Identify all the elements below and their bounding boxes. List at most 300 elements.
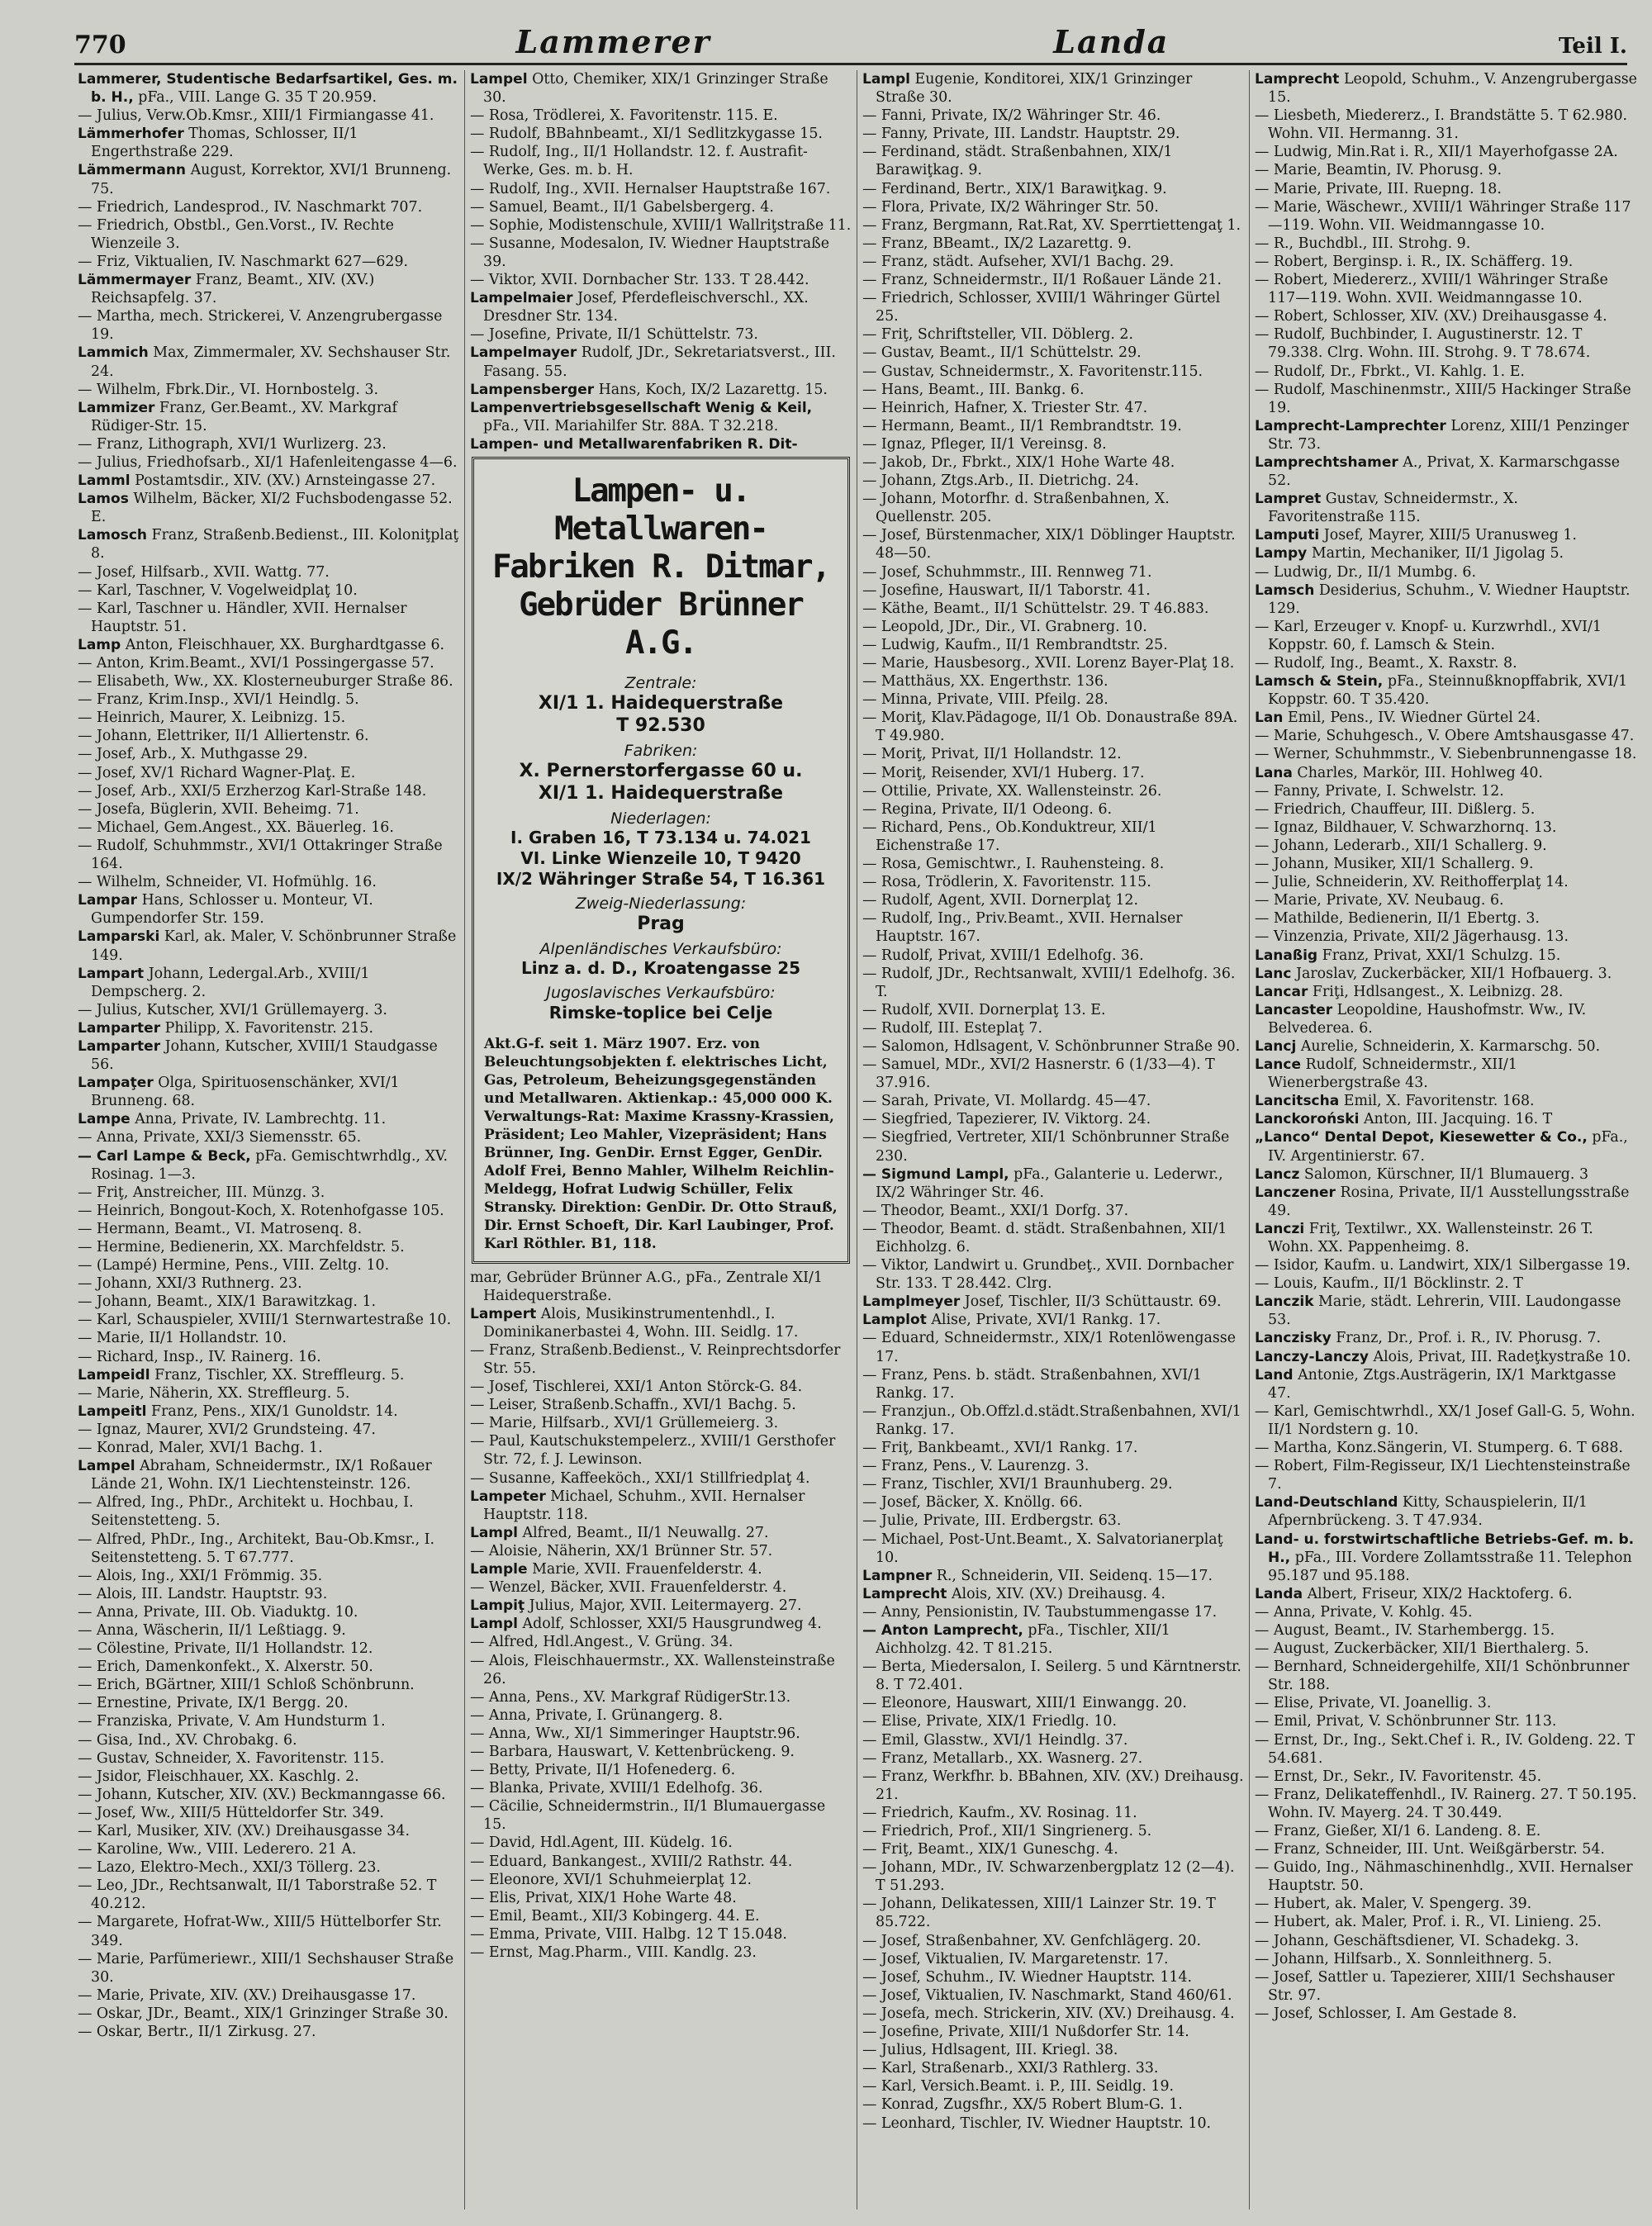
directory-entry xyxy=(1255,909,1637,928)
right-headword: Landa xyxy=(1053,23,1170,60)
directory-entry xyxy=(1255,1895,1637,1913)
directory-entry xyxy=(1255,1165,1637,1184)
ad-niederlage-3: IX/2 Währinger Straße 54, T 16.361 xyxy=(496,869,826,890)
entry-details: — Richard, Insp., IV. Rainerg. 16. xyxy=(78,1348,321,1365)
entry-details: — Gisa, Ind., XV. Chrobakg. 6. xyxy=(78,1731,297,1749)
directory-entry xyxy=(78,1804,459,1822)
directory-entry xyxy=(862,1475,1244,1493)
entry-details: — Friedrich, Obstbl., Gen.Vorst., IV. Rechte Wienzeile 3. xyxy=(78,216,394,252)
directory-entry xyxy=(862,1603,1244,1621)
directory-entry xyxy=(78,472,459,490)
entry-details: — Oskar, Bertr., II/1 Zirkusg. 27. xyxy=(78,2024,316,2041)
entry-details: — Robert, Film-Regisseur, IX/1 Liechtensteinstraße 7. xyxy=(1255,1458,1631,1493)
directory-entry xyxy=(78,2023,459,2041)
directory-entry xyxy=(862,1531,1244,1567)
entry-details: — Ludwig, Dr., II/1 Mumbg. 6. xyxy=(1255,563,1476,581)
entry-name: Lampel xyxy=(470,71,528,88)
entry-details: — Erich, Damenkonfekt., X. Alxerstr. 50. xyxy=(78,1659,373,1676)
entry-name: Lancz xyxy=(1255,1165,1300,1183)
entry-details: — Robert, Miedererz., XVIII/1 Währinger Straße 117—119. Wohn. XVII. Weidmanngasse 10. xyxy=(1255,272,1608,307)
directory-entry xyxy=(1255,1001,1637,1037)
entry-name: Lampensberger xyxy=(470,381,595,398)
directory-entry xyxy=(1255,1913,1637,1931)
directory-entry xyxy=(470,1378,852,1396)
directory-entry xyxy=(78,253,459,271)
entry-details: Anton, III. Jacquing. 16. T xyxy=(1363,1111,1553,1128)
directory-entry xyxy=(1255,782,1637,800)
entry-name: Lampl xyxy=(470,1616,519,1633)
entry-details: — Emma, Private, VIII. Halbg. 12 T 15.048. xyxy=(470,1925,787,1943)
directory-entry xyxy=(1255,271,1637,307)
directory-entry xyxy=(78,782,459,800)
directory-entry xyxy=(470,1853,852,1871)
entry-details: Franz, Tischler, XX. Streffleurg. 5. xyxy=(154,1366,405,1384)
directory-entry xyxy=(78,581,459,600)
entry-details: Wilhelm, Bäcker, XI/2 Fuchsbodengasse 52. E. xyxy=(91,491,453,526)
directory-entry xyxy=(78,1822,459,1840)
entry-details: — Karoline, Ww., VIII. Lederero. 21 A. xyxy=(78,1841,357,1858)
entry-details: — Johann, XXI/3 Ruthnerg. 23. xyxy=(78,1275,302,1293)
directory-entry xyxy=(78,435,459,453)
entry-details: — Julie, Private, III. Erdbergstr. 63. xyxy=(862,1512,1122,1530)
directory-entry xyxy=(1255,764,1637,782)
directory-entry xyxy=(78,70,459,107)
entry-details: Rosina, Private, II/1 Ausstellungsstraße 49. xyxy=(1268,1184,1630,1219)
entry-name: Lamparski xyxy=(78,928,160,946)
entry-details: — Berta, Miedersalon, I. Seilerg. 5 und Kärntnerstr. 8. T 72.401. xyxy=(862,1659,1241,1694)
entry-details: — Josef, Viktualien, IV. Margaretenstr. 17. xyxy=(862,1950,1169,1967)
directory-entry xyxy=(862,600,1244,618)
directory-entry xyxy=(1255,490,1637,526)
entry-details: — Josef, Schuhmmstr., III. Rennweg 71. xyxy=(862,563,1152,581)
entry-details: — Karl, Erzeuger v. Knopf- u. Kurzwrhdl., XVI/1 Koppstr. 60, f. Lamsch & Stein. xyxy=(1255,618,1602,653)
entry-details: — Hermine, Bedienerin, XX. Marchfeldstr. 5. xyxy=(78,1239,405,1255)
entry-details: — Rosa, Trödlerin, X. Favoritenstr. 115. xyxy=(862,874,1151,891)
entry-details: — Susanne, Kaffeeköch., XXI/1 Stillfriedplaţ 4. xyxy=(470,1469,810,1487)
directory-entry xyxy=(78,399,459,435)
entry-name: Lan xyxy=(1255,710,1284,727)
directory-entry xyxy=(1255,1840,1637,1858)
directory-entry xyxy=(1255,1768,1637,1786)
directory-entry xyxy=(78,1531,459,1567)
directory-entry xyxy=(862,198,1244,216)
entry-details: — Marie, Private, III. Ruepng. 18. xyxy=(1255,180,1502,197)
entry-details: — Ignaz, Bildhauer, V. Schwarzhornq. 13. xyxy=(1255,819,1557,836)
directory-entry xyxy=(78,107,459,125)
directory-entry xyxy=(1255,1658,1637,1694)
entry-details: — Louis, Kaufm., II/1 Böcklinstr. 2. T xyxy=(1255,1275,1523,1293)
directory-entry xyxy=(1255,727,1637,745)
entry-details: — Flora, Private, IX/2 Währinger Str. 50. xyxy=(862,198,1159,216)
directory-entry xyxy=(1255,544,1637,562)
directory-entry xyxy=(1255,381,1637,417)
entry-details: — Fanni, Private, IX/2 Währinger Str. 46. xyxy=(862,107,1161,125)
directory-entry xyxy=(470,1907,852,1925)
directory-entry xyxy=(1255,855,1637,873)
directory-entry xyxy=(78,600,459,636)
entry-details: — Wilhelm, Schneider, VI. Hofmühlg. 16. xyxy=(78,874,377,891)
directory-entry xyxy=(78,1913,459,1949)
entry-details: — Susanne, Modesalon, IV. Wiedner Hauptstraße 39. xyxy=(470,235,830,270)
directory-entry xyxy=(1255,1786,1637,1822)
entry-name: Lamplot xyxy=(862,1312,927,1329)
directory-entry xyxy=(78,1603,459,1621)
entry-name: Lampiţ xyxy=(470,1597,525,1615)
entry-details: — Josef, Schuhm., IV. Wiedner Hauptstr. 114. xyxy=(862,1968,1193,1986)
directory-entry xyxy=(862,1658,1244,1694)
directory-entry xyxy=(1255,1968,1637,2005)
entry-name: Lampret xyxy=(1255,491,1322,508)
entry-details: Alise, Private, XVI/1 Rankg. 17. xyxy=(931,1312,1161,1329)
directory-entry xyxy=(78,1403,459,1421)
directory-entry xyxy=(1255,161,1637,179)
directory-entry xyxy=(862,1749,1244,1768)
entry-details: Julius, Major, XVII. Leitermayerg. 27. xyxy=(529,1597,802,1615)
entry-details: — Eduard, Schneidermstr., XIX/1 Rotenlöwengasse 17. xyxy=(862,1330,1237,1365)
entry-details: — Ernst, Dr., Ing., Sekt.Chef i. R., IV. Goldeng. 22. T 54.681. xyxy=(1255,1731,1635,1767)
entry-details: — Bernhard, Schneidergehilfe, XII/1 Schönbrunner Str. 188. xyxy=(1255,1659,1630,1694)
directory-entry xyxy=(1255,235,1637,253)
advertisement-box xyxy=(472,457,850,1264)
directory-entry xyxy=(470,1432,852,1469)
directory-entry xyxy=(1255,1822,1637,1840)
entry-details: — Rudolf, Ing., II/1 Hollandstr. 12. f. Austrafit-Werke, Ges. m. b. H. xyxy=(470,144,808,179)
entry-details: Friţ, Textilwr., XX. Wallensteinstr. 26 T. Wohn. XX. Pappenheimg. 8. xyxy=(1268,1220,1593,1255)
directory-entry xyxy=(470,1633,852,1651)
entry-details: Max, Zimmermaler, XV. Sechshauser Str. 24. xyxy=(91,344,451,380)
entry-details: — Marie, Wäschewr., XVIII/1 Währinger Straße 117—119. Wohn. VII. Weidmanngasse 10. xyxy=(1255,198,1631,234)
directory-entry xyxy=(1255,1457,1637,1493)
ad-niederlage-2: VI. Linke Wienzeile 10, T 9420 xyxy=(520,848,801,869)
directory-entry xyxy=(78,1712,459,1730)
entry-details: Eugenie, Konditorei, XIX/1 Grinzinger Straße 30. xyxy=(876,71,1193,107)
entry-name: Lamparter xyxy=(78,1019,161,1037)
directory-entry xyxy=(78,1037,459,1074)
directory-entry xyxy=(78,381,459,399)
ad-label-fabriken: Fabriken: xyxy=(624,742,698,761)
entry-details: — Franziska, Private, V. Am Hundsturm 1. xyxy=(78,1713,386,1730)
directory-entry xyxy=(78,1220,459,1238)
entry-details: — Jsidor, Fleischhauer, XX. Kaschlg. 2. xyxy=(78,1768,359,1785)
entry-details: — Johann, Kutscher, XIV. (XV.) Beckmanngasse 66. xyxy=(78,1786,446,1803)
entry-details: — Leo, JDr., Rechtsanwalt, II/1 Taborstraße 52. T 40.212. xyxy=(78,1877,437,1913)
entry-details: — Franz, Werkfhr. b. BBahnen, XIV. (XV.) Dreihausg. 21. xyxy=(862,1768,1244,1803)
ad-headline: Lampen- u. Metallwaren-Fabriken R. Ditmar, Gebrüder Brünner A.G. xyxy=(491,472,830,662)
entry-details: — Josef, Arb., XXI/5 Erzherzog Karl-Straße 148. xyxy=(78,782,427,800)
directory-entry xyxy=(862,1986,1244,2005)
entry-details: Jaroslav, Zuckerbäcker, XII/1 Hofbauerg. 3. xyxy=(1296,965,1612,982)
entry-details: — Wilhelm, Fbrk.Dir., VI. Hornbostelg. 3. xyxy=(78,381,379,398)
directory-entry xyxy=(470,1615,852,1633)
entry-name: Lampeter xyxy=(470,1488,546,1505)
entry-details: — Betty, Private, II/1 Hofenederg. 6. xyxy=(470,1762,736,1779)
entry-details: — Josef, Viktualien, IV. Naschmarkt, Stand 460/61. xyxy=(862,1986,1232,2004)
entry-name: — Carl Lampe & Beck, xyxy=(78,1147,251,1165)
directory-entry xyxy=(78,1348,459,1366)
entry-details: — Erich, BGärtner, XIII/1 Schloß Schönbrunn. xyxy=(78,1677,415,1694)
directory-entry xyxy=(1255,1712,1637,1730)
directory-entry xyxy=(78,800,459,819)
entry-details: — Salomon, Hdlsagent, V. Schönbrunner Straße 90. xyxy=(862,1037,1241,1055)
directory-entry xyxy=(78,873,459,891)
directory-entry xyxy=(1255,1439,1637,1457)
entry-name: Lamosch xyxy=(78,527,147,544)
directory-entry xyxy=(862,891,1244,909)
directory-columns xyxy=(74,70,1637,2209)
entry-details: — Josef, Arb., X. Muthgasse 29. xyxy=(78,746,308,763)
entry-details: — Marie, Parfümeriewr., XIII/1 Sechshauser Straße 30. xyxy=(78,1950,454,1986)
directory-entry xyxy=(78,764,459,782)
directory-entry xyxy=(78,1384,459,1403)
entry-details: Postamtsdir., XIV. (XV.) Arnsteingasse 27. xyxy=(135,472,436,490)
ad-company-description: Akt.G-f. seit 1. März 1907. Erz. von Beleuchtungsobjekten f. elektrisches Licht, Gas, Petroleum, Beheizungsgegenständen und Metallwaren. Aktienkap.: 45,000 000 K. Verwaltungs-Rat: Maxime Krassny-Krassien, Präsident; Leo Mahler, Vizepräsident; Hans Brünner, Ing. GenDir. Ernst Egger, GenDir. Adolf Frei, Benno Mahler, Wilhelm Reichlin-Meldegg, Hofrat Ludwig Schüller, Felix Stransky. Direktion: GenDir. Dr. Otto Strauß, Dir. Ernst Schoeft, Dir. Karl Laubinger, Prof. Karl Röthler. B1, 118. xyxy=(484,1035,838,1252)
directory-entry xyxy=(78,672,459,691)
directory-entry xyxy=(78,1274,459,1293)
directory-entry xyxy=(470,1652,852,1688)
directory-entry xyxy=(862,1165,1244,1202)
directory-entry xyxy=(862,344,1244,362)
entry-details: — Johann, Delikatessen, XIII/1 Lainzer Str. 19. T 85.722. xyxy=(862,1896,1216,1931)
entry-details: Adolf, Schlosser, XXI/5 Hausgrundweg 4. xyxy=(522,1616,822,1633)
entry-details: — Mathilde, Bedienerin, II/1 Ebertg. 3. xyxy=(1255,910,1540,928)
directory-entry xyxy=(78,1147,459,1184)
entry-name: Lämmermann xyxy=(78,162,187,179)
entry-name: Lamparter xyxy=(78,1037,161,1055)
directory-entry xyxy=(470,1761,852,1779)
entry-details: — Friţ, Schriftsteller, VII. Döblerg. 2. xyxy=(862,326,1133,344)
entry-details: — Jakob, Dr., Fbrkt., XIX/1 Hohe Warte 48. xyxy=(862,453,1175,471)
page-number: 770 xyxy=(74,31,126,59)
entry-name: Landa xyxy=(1255,1585,1303,1602)
entry-name: Lammerer, Studentische Bedarfsartikel, Ges. m. b. H., xyxy=(78,71,458,107)
directory-entry xyxy=(862,965,1244,1001)
directory-entry xyxy=(1255,928,1637,946)
directory-entry xyxy=(78,709,459,727)
directory-entry xyxy=(862,235,1244,253)
entry-details: — Franz, städt. Aufseher, XVI/1 Bachg. 29. xyxy=(862,253,1175,270)
directory-entry xyxy=(470,1688,852,1706)
entry-details: — Barbara, Hauswart, V. Kettenbrückeng. 9. xyxy=(470,1743,795,1760)
entry-details: — R., Buchdbl., III. Strohg. 9. xyxy=(1255,235,1471,252)
entry-details: — Marie, Näherin, XX. Streffleurg. 5. xyxy=(78,1384,350,1402)
entry-details: Hans, Koch, IX/2 Lazarettg. 15. xyxy=(598,381,828,398)
entry-details: — Samuel, MDr., XVI/2 Hasnerstr. 6 (1/33—4). T 37.916. xyxy=(862,1056,1215,1092)
entry-details: — Julie, Schneiderin, XV. Reithofferplaţ 14. xyxy=(1255,874,1569,891)
entry-details: Josef, Tischler, II/3 Schüttaustr. 69. xyxy=(964,1293,1222,1311)
entry-details: — Karl, Musiker, XIV. (XV.) Dreihausgasse 34. xyxy=(78,1823,410,1839)
entry-details: — Margarete, Hofrat-Ww., XIII/5 Hüttelborfer Str. 349. xyxy=(78,1914,442,1949)
directory-entry xyxy=(1255,180,1637,198)
entry-details: — Franz, Metallarb., XX. Wasnerg. 27. xyxy=(862,1749,1143,1767)
directory-entry xyxy=(862,1439,1244,1457)
directory-entry xyxy=(862,417,1244,435)
entry-details: — Josefa, mech. Strickerin, XIV. (XV.) Dreihausg. 4. xyxy=(862,2005,1235,2022)
directory-entry xyxy=(1255,891,1637,909)
entry-details: — David, Hdl.Agent, III. Küdelg. 16. xyxy=(470,1834,733,1852)
directory-entry xyxy=(862,1311,1244,1329)
directory-entry xyxy=(1255,1858,1637,1895)
entry-details: — Robert, Berginsp. i. R., IX. Schäfferg. 19. xyxy=(1255,253,1574,270)
entry-details: — Franzjun., Ob.Offzl.d.städt.Straßenbahnen, XVI/1 Rankg. 17. xyxy=(862,1403,1241,1438)
entry-name: Land xyxy=(1255,1366,1294,1384)
entry-name: Lampenvertriebsgesellschaft Wenig & Keil, xyxy=(470,399,813,416)
directory-entry xyxy=(862,1950,1244,1968)
directory-entry xyxy=(470,1725,852,1743)
ad-label-zentrale: Zentrale: xyxy=(624,673,697,692)
entry-details: — Rudolf, Ing., Beamt., X. Raxstr. 8. xyxy=(1255,655,1517,672)
entry-name: Lancaster xyxy=(1255,1001,1333,1018)
entry-details: — Werner, Schuhmmstr., V. Siebenbrunnengasse 18. xyxy=(1255,746,1637,763)
entry-name: Lampl xyxy=(862,71,911,88)
entry-details: — Lazo, Elektro-Mech., XXI/3 Töllerg. 23. xyxy=(78,1859,381,1877)
directory-entry xyxy=(1255,1640,1637,1658)
directory-entry xyxy=(78,307,459,344)
entry-details: — Liesbeth, Miedererz., I. Brandstätte 5. T 62.980. Wohn. VII. Hermanng. 31. xyxy=(1255,107,1628,143)
directory-entry xyxy=(470,1560,852,1578)
entry-details: Anton, Fleischhauer, XX. Burghardtgasse 6. xyxy=(125,636,445,653)
entry-details: — Rudolf, Ing., XVII. Hernalser Hauptstraße 167. xyxy=(470,180,831,197)
directory-entry xyxy=(78,1658,459,1676)
directory-entry xyxy=(78,691,459,709)
entry-details: — Rudolf, Agent, XVII. Dornerplaţ 12. xyxy=(862,892,1138,909)
entry-name: Lamprechtshamer xyxy=(1255,453,1398,471)
entry-details: — Karl, Taschner, V. Vogelweidplaţ 10. xyxy=(78,581,358,599)
directory-entry xyxy=(862,1092,1244,1110)
directory-entry xyxy=(862,909,1244,946)
entry-name: Lampel xyxy=(78,1458,135,1475)
entry-name: Lamml xyxy=(78,472,131,490)
directory-entry xyxy=(1255,1037,1637,1056)
entry-details: — Ferdinand, Bertr., XIX/1 Barawiţkag. 9. xyxy=(862,180,1167,197)
entry-details: Emil, Pens., IV. Wiedner Gürtel 24. xyxy=(1287,710,1541,727)
directory-entry xyxy=(1255,526,1637,544)
entry-details: — Martha, mech. Strickerei, V. Anzengrubergasse 19. xyxy=(78,308,443,344)
entry-name: Lampelmayer xyxy=(470,344,577,362)
directory-entry xyxy=(470,344,852,380)
entry-details: — Franz, Straßenb.Bedienst., V. Reinprechtsdorfer Str. 55. xyxy=(470,1341,841,1377)
directory-entry xyxy=(1255,654,1637,672)
directory-entry xyxy=(862,947,1244,965)
directory-entry xyxy=(470,1743,852,1761)
entry-details: pFa., III. Vordere Zollamtsstraße 11. Telephon 95.187 und 95.188. xyxy=(1268,1549,1632,1584)
entry-name: Lancitscha xyxy=(1255,1093,1340,1110)
directory-entry xyxy=(470,1706,852,1725)
entry-name: Lampelmaier xyxy=(470,290,573,307)
entry-details: — Hermann, Beamt., II/1 Rembrandtstr. 19. xyxy=(862,417,1182,434)
entry-details: — Cäcilie, Schneidermstrin., II/1 Blumauergasse 15. xyxy=(470,1798,826,1834)
directory-entry xyxy=(862,1512,1244,1530)
directory-entry xyxy=(1255,1585,1637,1603)
directory-entry xyxy=(78,1858,459,1877)
directory-entry xyxy=(862,2077,1244,2095)
directory-entry xyxy=(78,965,459,1001)
directory-entry xyxy=(78,1128,459,1146)
directory-entry xyxy=(862,1621,1244,1658)
directory-entry xyxy=(1255,1366,1637,1403)
directory-entry xyxy=(470,1925,852,1944)
entry-details: — Josef, Tischlerei, XXI/1 Anton Störck-G. 84. xyxy=(470,1379,803,1396)
entry-details: — Marie, Private, XV. Neubaug. 6. xyxy=(1255,892,1504,909)
directory-entry xyxy=(862,1220,1244,1256)
directory-entry xyxy=(470,1469,852,1488)
entry-details: — Rudolf, Schuhmmstr., XVI/1 Ottakringer Straße 164. xyxy=(78,837,443,873)
directory-entry xyxy=(862,672,1244,691)
directory-entry xyxy=(862,381,1244,399)
entry-name: Lampar xyxy=(78,892,138,909)
directory-entry xyxy=(1255,363,1637,381)
entry-details: — Ottilie, Private, XX. Wallensteinstr. 26. xyxy=(862,782,1162,800)
entry-name: Lamsch xyxy=(1255,581,1315,599)
directory-entry xyxy=(470,289,852,325)
directory-entry xyxy=(1255,745,1637,763)
directory-entry xyxy=(78,1238,459,1256)
entry-name: Lampe xyxy=(78,1111,131,1128)
directory-entry xyxy=(78,2005,459,2023)
entry-details: — Heinrich, Hafner, X. Triester Str. 47. xyxy=(862,399,1148,416)
entry-details: — Gustav, Beamt., II/1 Schüttelstr. 29. xyxy=(862,344,1142,362)
entry-details: — Julius, Verw.Ob.Kmsr., XIII/1 Firmiangasse 41. xyxy=(78,107,434,125)
entry-name: Lamplmeyer xyxy=(862,1293,961,1311)
entry-name: Lampaţer xyxy=(78,1075,154,1092)
directory-entry xyxy=(1255,965,1637,983)
entry-details: Aurelie, Schneiderin, X. Karmarschg. 50. xyxy=(1300,1037,1601,1055)
entry-details: — Elise, Private, VI. Joanellig. 3. xyxy=(1255,1695,1492,1712)
entry-details: — Julius, Hdlsagent, III. Kriegl. 38. xyxy=(862,2042,1118,2059)
directory-entry xyxy=(862,125,1244,143)
entry-details: — Oskar, JDr., Beamt., XIX/1 Grinzinger Straße 30. xyxy=(78,2005,449,2022)
directory-entry xyxy=(1255,70,1637,107)
entry-details: — Aloisie, Näherin, XX/1 Brünner Str. 57. xyxy=(470,1542,773,1559)
directory-entry xyxy=(862,1128,1244,1165)
directory-entry xyxy=(470,1578,852,1597)
entry-details: — Hubert, ak. Maler, V. Spengerg. 39. xyxy=(1255,1896,1532,1913)
directory-entry xyxy=(1255,1348,1637,1366)
entry-details: Franz, Beamt., XIV. (XV.) Reichsapfelg. 37. xyxy=(91,272,375,307)
directory-entry xyxy=(1255,873,1637,891)
entry-details: — Josef, Hilfsarb., XVII. Wattg. 77. xyxy=(78,563,330,581)
directory-entry xyxy=(862,1037,1244,1056)
entry-name: Lanczy-Lanczy xyxy=(1255,1348,1369,1365)
entry-details: — Elisabeth, Ww., XX. Klosterneuburger Straße 86. xyxy=(78,673,453,691)
entry-details: Franz, Ger.Beamt., XV. Markgraf Rüdiger-Str. 15. xyxy=(91,399,397,434)
ad-zentrale-address: XI/1 1. Haidequerstraße xyxy=(538,693,784,714)
entry-details: Olga, Spirituosenschänker, XVI/1 Brunneng. 68. xyxy=(91,1075,400,1110)
directory-entry xyxy=(78,1457,459,1493)
entry-details: — Johann, Hilfsarb., X. Sonnleithnerg. 5. xyxy=(1255,1950,1552,1967)
entry-details: — Franz, Tischler, XVI/1 Braunhuberg. 29. xyxy=(862,1476,1173,1493)
directory-entry xyxy=(862,70,1244,107)
directory-entry xyxy=(1255,819,1637,837)
entry-details: pFa., VIII. Lange G. 35 T 20.959. xyxy=(138,89,377,107)
entry-details: — Eleonore, Hauswart, XIII/1 Einwangg. 20. xyxy=(862,1695,1187,1712)
directory-entry xyxy=(862,1256,1244,1293)
entry-details: pFa., Galanterie u. Lederwr., IX/2 Währinger Str. 46. xyxy=(876,1165,1223,1201)
entry-details: — Johann, Lederarb., XII/1 Schallerg. 9. xyxy=(1255,837,1547,854)
entry-details: Marie, XVII. Frauenfelderstr. 4. xyxy=(532,1561,762,1578)
directory-entry xyxy=(862,2095,1244,2114)
entry-details: — Alfred, Ing., PhDr., Architekt u. Hochbau, I. Seitenstetteng. 5. xyxy=(78,1494,414,1530)
directory-entry xyxy=(862,526,1244,562)
directory-entry xyxy=(78,727,459,745)
ad-fabrik-1: X. Pernerstorfergasse 60 u. xyxy=(519,761,803,782)
directory-entry xyxy=(1255,307,1637,325)
directory-entry xyxy=(78,745,459,763)
directory-entry xyxy=(470,1797,852,1834)
directory-entry xyxy=(78,1676,459,1694)
entry-details: — Josefa, Büglerin, XVII. Beheimg. 71. xyxy=(78,800,359,818)
entry-details: — Friedrich, Landesprod., IV. Naschmarkt 707. xyxy=(78,198,423,216)
entry-details: — (Lampé) Hermine, Pens., VIII. Zeltg. 10. xyxy=(78,1257,390,1274)
